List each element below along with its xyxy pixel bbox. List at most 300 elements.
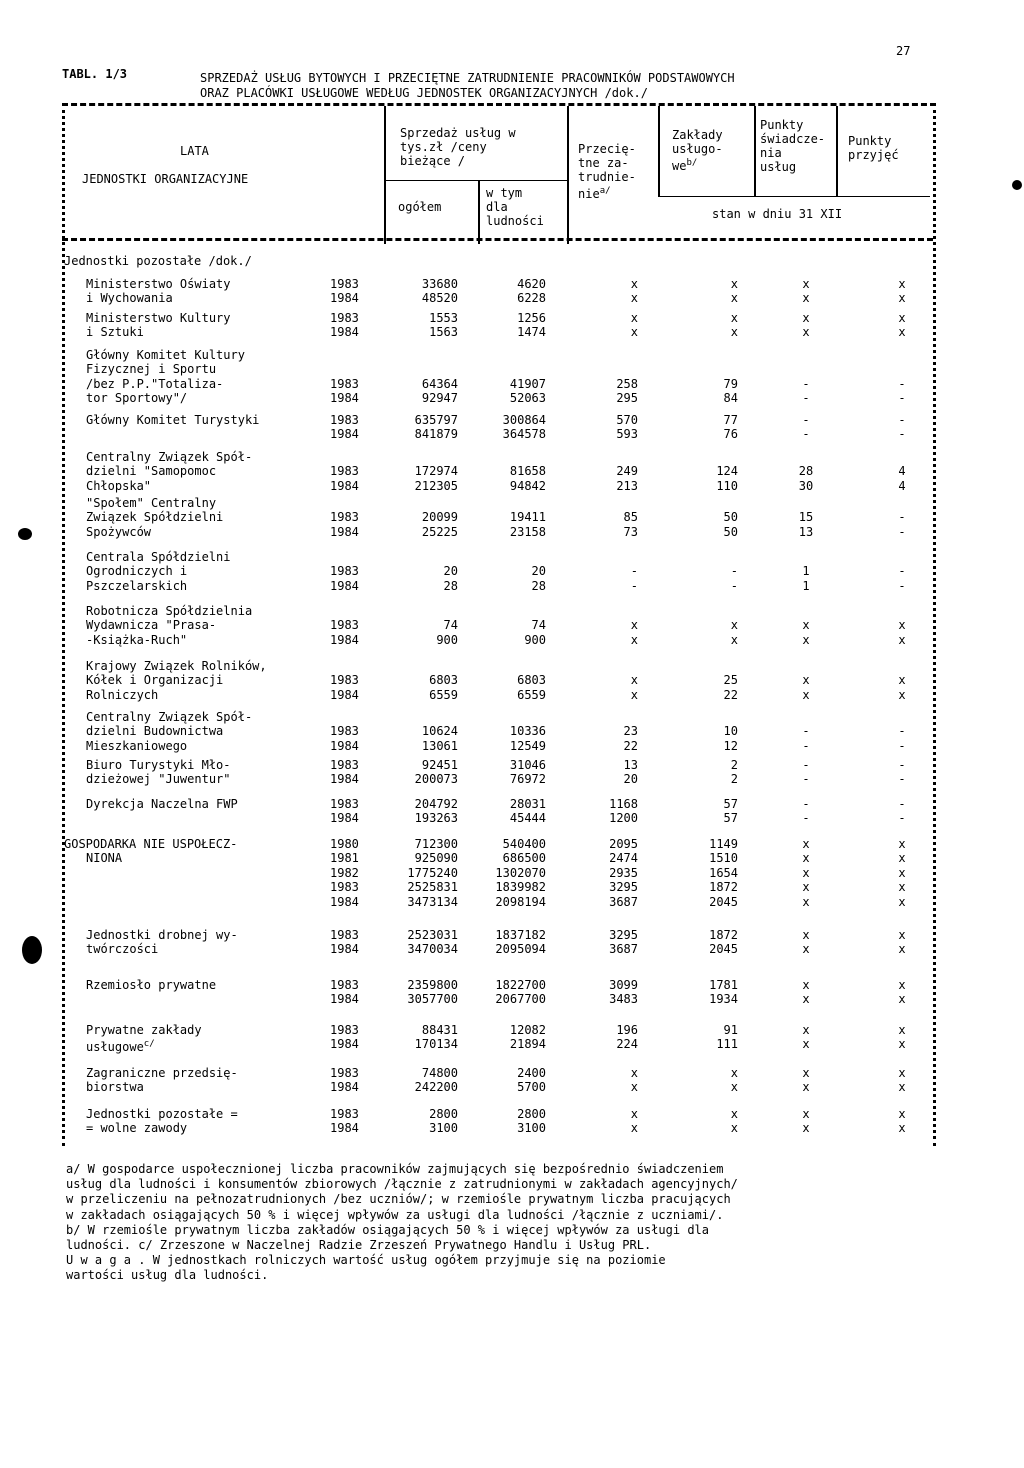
year-cell: 1980 [330,837,359,851]
employment-cell: 13 [623,758,638,772]
year-cell: 1984 [330,578,359,593]
employment-cell: 23 [623,724,638,739]
sales-pop-cell: 1822700 [495,978,546,992]
row-label-text: twórczości [86,942,159,957]
sales-total-cell: 841879 [414,427,458,442]
sales-pop-cell: 300864 [502,413,546,427]
table-title [200,71,735,101]
sales-pop-cell: 6803 [517,673,546,688]
footnote-line: b/ W rzemiośle prywatnym liczba zakładów osiągających 50 % i więcej wpływów za usługi dla [66,1222,709,1237]
header-jednostki: JEDNOSTKI ORGANIZACYJNE [82,172,249,186]
sales-total-cell: 3470034 [407,942,458,957]
receiving-points-cell: x [898,618,906,633]
row-label-text: Chłopska" [86,478,152,493]
column-divider [567,106,569,244]
row-label-text: Kółek i Organizacji [86,673,224,688]
service-points-cell: 28 [798,464,814,479]
row-label [86,496,216,510]
header-line: dla [486,200,508,214]
service-points-cell: x [802,978,810,992]
header-line: tne za- [578,156,629,170]
establishments-cell: x [730,291,738,306]
row-label-text: GOSPODARKA NIE USPOŁECZ- [64,837,238,851]
employment-cell: x [630,1080,638,1095]
receiving-points-cell: x [898,1066,906,1080]
service-points-cell: x [802,851,810,866]
row-label-text: i Sztuki [86,325,144,340]
year-cell: 1983 [330,464,359,479]
row-label-text: Rolniczych [86,687,159,702]
receiving-points-cell: x [898,1037,906,1052]
row-label [86,739,187,753]
header-rule [384,180,567,181]
sales-pop-cell: 19411 [509,510,546,525]
row-label-text: Rzemiosło prywatne [86,978,217,992]
employment-cell: 249 [616,464,638,479]
service-points-cell: - [802,376,810,391]
header-line: usług [760,160,797,174]
row-label [86,1037,155,1055]
sales-total-cell: 74800 [421,1066,458,1080]
sales-total-cell: 1563 [429,325,458,340]
year-cell: 1984 [330,478,359,493]
establishments-cell: x [730,1080,738,1095]
establishments-cell: x [730,325,738,340]
sales-total-cell: 92451 [421,758,458,772]
row-label [86,1107,238,1121]
row-label [86,377,223,391]
page-number: 27 [896,44,911,58]
service-points-cell: x [802,865,810,880]
row-label-text: tor Sportowy"/ [86,391,188,406]
year-cell: 1981 [330,851,359,866]
row-label-text: Jednostki drobnej wy- [86,928,238,942]
sales-total-cell: 3473134 [407,894,458,909]
receiving-points-cell: x [898,277,906,291]
sales-total-cell: 48520 [421,291,458,306]
sales-total-cell: 1553 [429,311,458,325]
year-cell: 1984 [330,1121,359,1136]
receiving-points-cell: x [898,291,906,306]
sales-pop-cell: 28 [531,578,546,593]
employment-cell: 3687 [609,942,638,957]
header-line: w tym [486,186,523,200]
receiving-points-cell: x [898,880,906,895]
footnote-line: U w a g a . W jednostkach rolniczych wartość usług ogółem przyjmuje się na poziomie [66,1253,666,1268]
service-points-cell: x [802,632,810,647]
establishments-cell: x [730,277,738,291]
sales-total-cell: 33680 [421,277,458,291]
row-label-text: Jednostki pozostałe = [86,1107,238,1121]
service-points-cell: x [802,325,810,340]
receiving-points-cell: x [898,311,906,325]
row-label [86,673,223,687]
service-points-cell: x [802,1080,810,1095]
row-label [86,311,231,325]
sales-pop-cell: 2098194 [495,894,546,909]
footnote-line: w zakładach osiągających 50 % i więcej wpływów za usługi dla ludności /łącznie z uczniami/. [66,1207,724,1222]
sales-total-cell: 6559 [429,687,458,702]
row-label-text: "Społem" Centralny [86,496,217,510]
employment-cell: x [630,632,638,647]
employment-cell: 2935 [609,865,638,880]
employment-cell: 213 [616,478,638,493]
receiving-points-cell: x [898,942,906,957]
service-points-cell: 1 [802,564,810,579]
receiving-points-cell: - [898,758,906,772]
title-line: SPRZEDAŻ USŁUG BYTOWYCH I PRZECIĘTNE ZATRUDNIENIE PRACOWNIKÓW PODSTAWOWYCH [200,71,735,85]
service-points-cell: x [802,992,810,1007]
receiving-points-cell: 4 [898,464,906,479]
sales-pop-cell: 28031 [509,797,546,811]
row-label-text: Zagraniczne przedsię- [86,1066,238,1080]
row-label [86,618,216,632]
year-cell: 1983 [330,673,359,688]
employment-cell: x [630,1107,638,1121]
year-cell: 1984 [330,391,359,406]
year-cell: 1984 [330,992,359,1007]
row-label-text: Związek Spółdzielni [86,510,224,525]
sales-total-cell: 925090 [414,851,458,866]
sales-pop-cell: 20 [531,564,546,579]
employment-cell: - [630,578,638,593]
footnote-line: a/ W gospodarce uspołecznionej liczba pracowników zajmujących się bezpośrednio świadczeniem [66,1162,724,1176]
row-label [86,928,238,942]
sales-total-cell: 13061 [421,738,458,753]
sales-total-cell: 635797 [414,413,458,427]
column-divider [658,106,660,196]
sales-pop-cell: 2400 [517,1066,546,1080]
row-label-text: -Książka-Ruch" [86,632,188,647]
year-cell: 1984 [330,1080,359,1095]
footnote-ref: b/ [686,158,698,168]
sales-total-cell: 900 [436,632,458,647]
sales-pop-cell: 2095094 [495,942,546,957]
sales-pop-cell: 1474 [517,325,546,340]
establishments-cell: x [730,311,738,325]
row-label [86,659,267,673]
header-rule [658,196,930,197]
sales-pop-cell: 5700 [517,1080,546,1095]
receiving-points-cell: x [898,978,906,992]
row-label-text: Centrala Spółdzielni [86,550,231,564]
receiving-points-cell: - [898,413,906,427]
service-points-cell: x [802,687,810,702]
employment-cell: 258 [616,376,638,391]
employment-cell: - [630,564,638,579]
year-cell: 1983 [330,797,359,811]
row-label [86,633,187,647]
sales-total-cell: 28 [443,578,458,593]
year-cell: 1983 [330,413,359,427]
sales-pop-cell: 6228 [517,291,546,306]
year-cell: 1983 [330,928,359,942]
row-label [86,277,231,291]
year-cell: 1983 [330,1066,359,1080]
sales-pop-cell: 540400 [502,837,546,851]
row-label [86,851,122,865]
employment-cell: x [630,673,638,688]
receiving-points-cell: x [898,992,906,1007]
employment-cell: 2095 [609,837,638,851]
row-label-text: i Wychowania [86,291,173,306]
year-cell: 1983 [330,376,359,391]
employment-cell: 1200 [609,811,638,826]
establishments-cell: 84 [723,391,738,406]
row-label [86,1066,238,1080]
service-points-cell: 15 [798,510,814,525]
sales-pop-cell: 2067700 [495,992,546,1007]
header-line: we [672,159,687,173]
sales-total-cell: 712300 [414,837,458,851]
establishments-cell: 76 [723,427,738,442]
sales-pop-cell: 12082 [509,1023,546,1037]
year-cell: 1984 [330,632,359,647]
receiving-points-cell: - [898,772,906,787]
row-label [86,978,216,992]
receiving-points-cell: x [898,837,906,851]
establishments-cell: 25 [723,673,738,688]
establishments-cell: 124 [716,464,738,479]
row-label [86,772,231,786]
year-cell: 1984 [330,325,359,340]
row-label-text: Wydawnicza "Prasa- [86,618,217,633]
header-line: nie [578,187,600,201]
header-line: Przecię- [578,142,636,156]
service-points-cell: x [802,1037,810,1052]
establishments-cell: 10 [723,724,738,739]
establishments-cell: 1872 [709,880,738,895]
footnote-ref: a/ [599,186,611,196]
service-points-cell: - [802,811,810,826]
sales-total-cell: 193263 [414,811,458,826]
employment-cell: 3687 [609,894,638,909]
header-line: nia [760,146,782,160]
year-cell: 1983 [330,978,359,992]
header-line: bieżące / [400,154,466,168]
year-cell: 1984 [330,427,359,442]
header-line: usługo- [672,142,723,156]
year-cell: 1984 [330,291,359,306]
service-points-cell: x [802,618,810,633]
row-label-text: Główny Komitet Turystyki [86,413,260,427]
year-cell: 1983 [330,724,359,739]
year-cell: 1983 [330,618,359,633]
service-points-cell: x [802,1107,810,1121]
sales-total-cell: 2523031 [407,928,458,942]
row-label [86,1121,187,1135]
employment-cell: 593 [616,427,638,442]
year-cell: 1983 [330,510,359,525]
service-points-cell: x [802,942,810,957]
footnote-line: ludności. c/ Zrzeszone w Naczelnej Radzie Zrzeszeń Prywatnego Handlu i Usług PRL. [66,1238,652,1253]
service-points-cell: - [802,391,810,406]
service-points-cell: x [802,837,810,851]
row-label-text: Centralny Związek Spół- [86,450,253,464]
sales-pop-cell: 1302070 [495,865,546,880]
sales-pop-cell: 10336 [509,724,546,739]
service-points-cell: x [802,880,810,895]
row-label-text: usługowe [86,1040,144,1055]
employment-cell: x [630,1121,638,1136]
sales-pop-cell: 45444 [509,811,546,826]
sales-pop-cell: 1256 [517,311,546,325]
sales-pop-cell: 12549 [509,738,546,753]
sales-pop-cell: 41907 [509,376,546,391]
establishments-cell: x [730,1121,738,1136]
sales-total-cell: 20 [443,564,458,579]
row-label-text: dzielni "Samopomoc [86,464,217,479]
establishments-cell: 1654 [709,865,738,880]
header-zaklady [672,128,723,173]
employment-cell: 85 [623,510,638,525]
row-label [86,758,231,772]
sales-total-cell: 2800 [429,1107,458,1121]
year-cell: 1983 [330,880,359,895]
receiving-points-cell: - [898,391,906,406]
year-cell: 1984 [330,772,359,787]
establishments-cell: 57 [723,811,738,826]
service-points-cell: 30 [798,478,814,493]
header-line: ludności [486,214,544,228]
establishments-cell: x [730,1066,738,1080]
row-label-text: Robotnicza Spółdzielnia [86,604,253,618]
table-id: TABL. 1/3 [62,67,128,81]
sales-total-cell: 1775240 [407,865,458,880]
sales-total-cell: 20099 [421,510,458,525]
row-label [86,348,245,362]
row-label-text: Ministerstwo Oświaty [86,277,231,291]
year-cell: 1983 [330,1023,359,1037]
header-line: Sprzedaż usług w [400,126,516,140]
row-label-text: Dyrekcja Naczelna FWP [86,797,238,811]
receiving-points-cell: - [898,427,906,442]
scan-speck [22,936,42,964]
row-label-text: Centralny Związek Spół- [86,710,253,724]
row-label [86,942,158,956]
establishments-cell: - [730,578,738,593]
establishments-cell: 77 [723,413,738,427]
row-label-text: Fizycznej i Sportu [86,362,217,377]
employment-cell: 3099 [609,978,638,992]
establishments-cell: x [730,618,738,633]
sales-pop-cell: 686500 [502,851,546,866]
receiving-points-cell: - [898,738,906,753]
establishments-cell: 2045 [709,894,738,909]
row-label [86,604,252,618]
receiving-points-cell: x [898,1023,906,1037]
employment-cell: x [630,291,638,306]
sales-total-cell: 92947 [421,391,458,406]
row-label [86,688,158,702]
employment-cell: x [630,687,638,702]
establishments-cell: - [730,564,738,579]
service-points-cell: - [802,724,810,739]
year-cell: 1984 [330,811,359,826]
employment-cell: 22 [623,738,638,753]
receiving-points-cell: x [898,632,906,647]
receiving-points-cell: x [898,687,906,702]
scan-speck [1012,180,1022,190]
row-label [86,564,187,578]
footnotes [66,1162,946,1284]
establishments-cell: 1149 [709,837,738,851]
row-label-text: dzieżowej "Juwentur" [86,772,231,787]
row-label [86,479,151,493]
row-label [86,797,238,811]
row-label [86,724,223,738]
employment-cell: 570 [616,413,638,427]
year-cell: 1984 [330,738,359,753]
establishments-cell: 2 [730,772,738,787]
establishments-cell: 2 [730,758,738,772]
employment-cell: x [630,618,638,633]
row-label-text: Prywatne zakłady [86,1023,202,1037]
establishments-cell: 79 [723,376,738,391]
establishments-cell: 1510 [709,851,738,866]
row-label-text: dzielni Budownictwa [86,724,224,739]
establishments-cell: 22 [723,687,738,702]
establishments-cell: 1872 [709,928,738,942]
receiving-points-cell: - [898,797,906,811]
sales-pop-cell: 1837182 [495,928,546,942]
row-label [86,579,187,593]
receiving-points-cell: - [898,510,906,525]
header-line: Punkty [760,118,804,132]
sales-pop-cell: 94842 [509,478,546,493]
service-points-cell: x [802,311,810,325]
establishments-cell: 50 [723,524,738,539]
employment-cell: 20 [623,772,638,787]
year-cell: 1983 [330,758,359,772]
header-stan: stan w dniu 31 XII [712,207,843,221]
sales-pop-cell: 3100 [517,1121,546,1136]
sales-total-cell: 10624 [421,724,458,739]
receiving-points-cell: - [898,811,906,826]
row-label [86,525,151,539]
sales-pop-cell: 74 [531,618,546,633]
receiving-points-cell: x [898,1121,906,1136]
year-cell: 1984 [330,524,359,539]
sales-total-cell: 242200 [414,1080,458,1095]
receiving-points-cell: - [898,578,906,593]
header-line: przyjęć [848,148,899,162]
sales-pop-cell: 81658 [509,464,546,479]
row-label [86,391,187,405]
header-w-tym [486,186,544,228]
sales-pop-cell: 2800 [517,1107,546,1121]
sales-total-cell: 2525831 [407,880,458,895]
establishments-cell: 110 [716,478,738,493]
row-label [86,1023,202,1037]
sales-total-cell: 3057700 [407,992,458,1007]
row-label [86,325,144,339]
receiving-points-cell: x [898,894,906,909]
row-label [86,510,223,524]
employment-cell: 224 [616,1037,638,1052]
receiving-points-cell: x [898,673,906,688]
column-divider [836,106,838,196]
header-sprzedaz [400,126,516,168]
employment-cell: 196 [616,1023,638,1037]
employment-cell: x [630,277,638,291]
scan-speck [18,528,32,540]
sales-pop-cell: 1839982 [495,880,546,895]
row-label [86,291,173,305]
header-line: tys.zł /ceny [400,140,487,154]
row-label-text: Ministerstwo Kultury [86,311,231,325]
receiving-points-cell: - [898,724,906,739]
